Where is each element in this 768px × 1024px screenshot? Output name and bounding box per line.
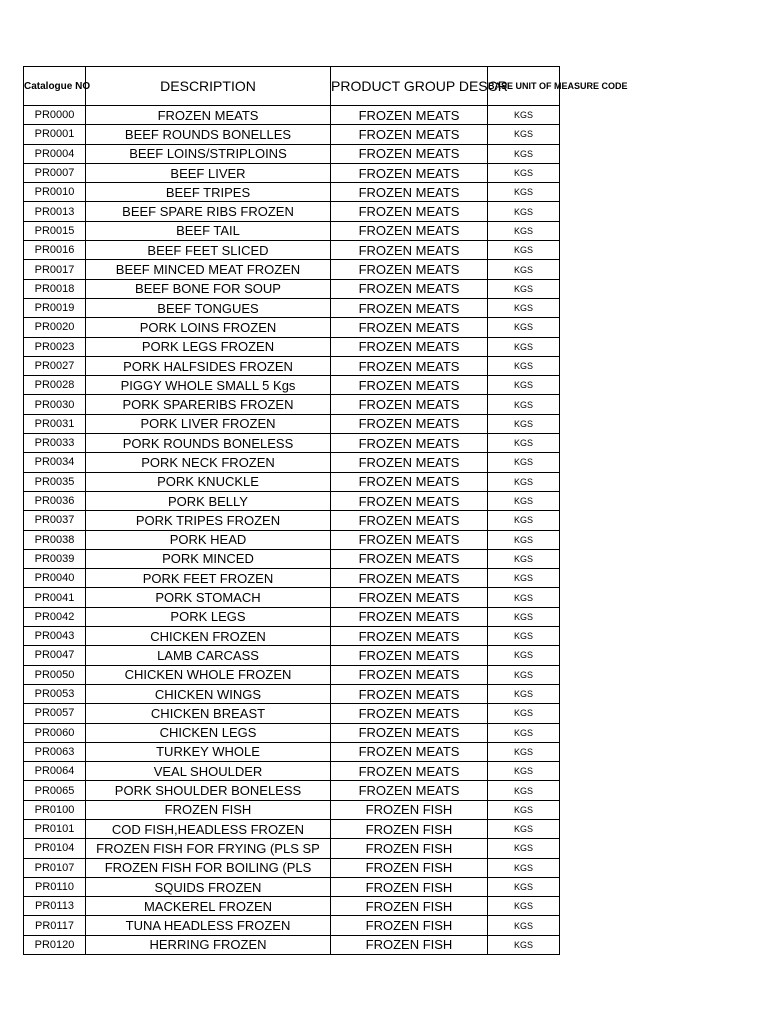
cell-description: CHICKEN LEGS [86, 723, 331, 742]
table-row [24, 877, 560, 896]
cell-description: PORK KNUCKLE [86, 472, 331, 491]
cell-product-group: FROZEN MEATS [331, 337, 488, 356]
cell-base-unit: KGS [488, 549, 560, 568]
table-row [24, 569, 560, 588]
table-row [24, 511, 560, 530]
cell-catalogue-no: PR0034 [24, 453, 86, 472]
cell-base-unit: KGS [488, 318, 560, 337]
table-row [24, 935, 560, 954]
table-row [24, 762, 560, 781]
cell-product-group: FROZEN MEATS [331, 684, 488, 703]
header-base-unit: BASE UNIT OF MEASURE CODE [488, 67, 560, 106]
cell-base-unit: KGS [488, 202, 560, 221]
table-row [24, 241, 560, 260]
cell-catalogue-no: PR0035 [24, 472, 86, 491]
cell-base-unit: KGS [488, 742, 560, 761]
cell-product-group: FROZEN MEATS [331, 723, 488, 742]
cell-description: CHICKEN BREAST [86, 704, 331, 723]
cell-product-group: FROZEN MEATS [331, 279, 488, 298]
cell-base-unit: KGS [488, 491, 560, 510]
cell-description: BEEF SPARE RIBS FROZEN [86, 202, 331, 221]
cell-product-group: FROZEN MEATS [331, 569, 488, 588]
cell-catalogue-no: PR0037 [24, 511, 86, 530]
table-row [24, 414, 560, 433]
cell-base-unit: KGS [488, 935, 560, 954]
cell-product-group: FROZEN MEATS [331, 646, 488, 665]
cell-product-group: FROZEN MEATS [331, 298, 488, 317]
cell-base-unit: KGS [488, 183, 560, 202]
table-row [24, 125, 560, 144]
cell-product-group: FROZEN MEATS [331, 665, 488, 684]
cell-product-group: FROZEN MEATS [331, 106, 488, 125]
cell-description: PORK NECK FROZEN [86, 453, 331, 472]
cell-product-group: FROZEN MEATS [331, 472, 488, 491]
cell-description: COD FISH,HEADLESS FROZEN [86, 819, 331, 838]
cell-catalogue-no: PR0065 [24, 781, 86, 800]
table-row [24, 144, 560, 163]
cell-base-unit: KGS [488, 800, 560, 819]
cell-description: PORK SPARERIBS FROZEN [86, 395, 331, 414]
cell-description: CHICKEN WINGS [86, 684, 331, 703]
cell-product-group: FROZEN MEATS [331, 530, 488, 549]
cell-catalogue-no: PR0120 [24, 935, 86, 954]
cell-product-group: FROZEN MEATS [331, 202, 488, 221]
cell-description: PIGGY WHOLE SMALL 5 Kgs [86, 376, 331, 395]
table-row [24, 298, 560, 317]
cell-description: CHICKEN WHOLE FROZEN [86, 665, 331, 684]
cell-product-group: FROZEN MEATS [331, 221, 488, 240]
cell-description: PORK ROUNDS BONELESS [86, 434, 331, 453]
cell-catalogue-no: PR0047 [24, 646, 86, 665]
cell-product-group: FROZEN MEATS [331, 376, 488, 395]
cell-base-unit: KGS [488, 858, 560, 877]
cell-catalogue-no: PR0050 [24, 665, 86, 684]
cell-product-group: FROZEN FISH [331, 916, 488, 935]
cell-description: PORK LEGS [86, 607, 331, 626]
cell-product-group: FROZEN MEATS [331, 163, 488, 182]
cell-base-unit: KGS [488, 395, 560, 414]
cell-product-group: FROZEN MEATS [331, 627, 488, 646]
header-description: DESCRIPTION [86, 67, 331, 106]
header-product-group: PRODUCT GROUP DESCR [331, 67, 488, 106]
cell-catalogue-no: PR0113 [24, 897, 86, 916]
cell-description: PORK MINCED [86, 549, 331, 568]
cell-description: BEEF FEET SLICED [86, 241, 331, 260]
cell-catalogue-no: PR0028 [24, 376, 86, 395]
cell-product-group: FROZEN MEATS [331, 356, 488, 375]
cell-base-unit: KGS [488, 704, 560, 723]
cell-base-unit: KGS [488, 684, 560, 703]
cell-base-unit: KGS [488, 298, 560, 317]
cell-description: PORK BELLY [86, 491, 331, 510]
header-catalogue-no: Catalogue NO [24, 67, 86, 106]
cell-base-unit: KGS [488, 897, 560, 916]
cell-product-group: FROZEN FISH [331, 839, 488, 858]
cell-product-group: FROZEN MEATS [331, 742, 488, 761]
cell-base-unit: KGS [488, 453, 560, 472]
cell-description: PORK SHOULDER BONELESS [86, 781, 331, 800]
table-row [24, 588, 560, 607]
cell-catalogue-no: PR0053 [24, 684, 86, 703]
cell-base-unit: KGS [488, 530, 560, 549]
cell-product-group: FROZEN FISH [331, 877, 488, 896]
table-row [24, 221, 560, 240]
table-row [24, 800, 560, 819]
table-row [24, 395, 560, 414]
table-row [24, 781, 560, 800]
cell-catalogue-no: PR0041 [24, 588, 86, 607]
cell-catalogue-no: PR0104 [24, 839, 86, 858]
cell-product-group: FROZEN FISH [331, 819, 488, 838]
cell-catalogue-no: PR0110 [24, 877, 86, 896]
cell-catalogue-no: PR0064 [24, 762, 86, 781]
cell-base-unit: KGS [488, 434, 560, 453]
cell-base-unit: KGS [488, 819, 560, 838]
cell-product-group: FROZEN MEATS [331, 241, 488, 260]
table-row [24, 646, 560, 665]
cell-catalogue-no: PR0016 [24, 241, 86, 260]
table-row [24, 704, 560, 723]
table-row [24, 530, 560, 549]
cell-description: PORK HEAD [86, 530, 331, 549]
cell-product-group: FROZEN MEATS [331, 453, 488, 472]
cell-product-group: FROZEN MEATS [331, 588, 488, 607]
table-row [24, 491, 560, 510]
cell-description: BEEF TRIPES [86, 183, 331, 202]
cell-catalogue-no: PR0007 [24, 163, 86, 182]
cell-description: PORK HALFSIDES FROZEN [86, 356, 331, 375]
cell-description: VEAL SHOULDER [86, 762, 331, 781]
cell-catalogue-no: PR0033 [24, 434, 86, 453]
table-row [24, 684, 560, 703]
cell-description: TURKEY WHOLE [86, 742, 331, 761]
cell-description: LAMB CARCASS [86, 646, 331, 665]
header-row [24, 67, 560, 106]
table-row [24, 260, 560, 279]
cell-product-group: FROZEN MEATS [331, 491, 488, 510]
cell-base-unit: KGS [488, 472, 560, 491]
table-row [24, 897, 560, 916]
cell-product-group: FROZEN MEATS [331, 704, 488, 723]
table-row [24, 472, 560, 491]
cell-product-group: FROZEN MEATS [331, 511, 488, 530]
table-row [24, 723, 560, 742]
cell-description: PORK LIVER FROZEN [86, 414, 331, 433]
cell-base-unit: KGS [488, 221, 560, 240]
cell-catalogue-no: PR0117 [24, 916, 86, 935]
table-row [24, 163, 560, 182]
cell-product-group: FROZEN MEATS [331, 395, 488, 414]
cell-catalogue-no: PR0030 [24, 395, 86, 414]
cell-description: BEEF LOINS/STRIPLOINS [86, 144, 331, 163]
catalog-table [23, 66, 628, 955]
cell-base-unit: KGS [488, 665, 560, 684]
cell-base-unit: KGS [488, 376, 560, 395]
cell-description: BEEF LIVER [86, 163, 331, 182]
table-row [24, 549, 560, 568]
cell-product-group: FROZEN MEATS [331, 434, 488, 453]
cell-base-unit: KGS [488, 723, 560, 742]
table-row [24, 434, 560, 453]
table-row [24, 742, 560, 761]
cell-description: BEEF BONE FOR SOUP [86, 279, 331, 298]
cell-catalogue-no: PR0000 [24, 106, 86, 125]
table-row [24, 318, 560, 337]
cell-catalogue-no: PR0010 [24, 183, 86, 202]
cell-base-unit: KGS [488, 279, 560, 298]
cell-base-unit: KGS [488, 607, 560, 626]
cell-base-unit: KGS [488, 781, 560, 800]
cell-base-unit: KGS [488, 569, 560, 588]
cell-base-unit: KGS [488, 646, 560, 665]
cell-product-group: FROZEN FISH [331, 800, 488, 819]
cell-product-group: FROZEN MEATS [331, 144, 488, 163]
cell-catalogue-no: PR0017 [24, 260, 86, 279]
cell-base-unit: KGS [488, 144, 560, 163]
cell-catalogue-no: PR0004 [24, 144, 86, 163]
cell-catalogue-no: PR0040 [24, 569, 86, 588]
cell-description: FROZEN FISH FOR BOILING (PLS [86, 858, 331, 877]
cell-base-unit: KGS [488, 241, 560, 260]
cell-description: MACKEREL FROZEN [86, 897, 331, 916]
cell-catalogue-no: PR0031 [24, 414, 86, 433]
table-body [24, 106, 560, 955]
table-row [24, 607, 560, 626]
cell-catalogue-no: PR0101 [24, 819, 86, 838]
cell-description: FROZEN MEATS [86, 106, 331, 125]
cell-description: BEEF TONGUES [86, 298, 331, 317]
cell-description: HERRING FROZEN [86, 935, 331, 954]
cell-description: BEEF TAIL [86, 221, 331, 240]
table-row [24, 858, 560, 877]
cell-catalogue-no: PR0027 [24, 356, 86, 375]
table-row [24, 453, 560, 472]
cell-base-unit: KGS [488, 511, 560, 530]
cell-catalogue-no: PR0023 [24, 337, 86, 356]
cell-product-group: FROZEN FISH [331, 935, 488, 954]
cell-base-unit: KGS [488, 414, 560, 433]
cell-description: SQUIDS FROZEN [86, 877, 331, 896]
table-row [24, 819, 560, 838]
cell-description: PORK FEET FROZEN [86, 569, 331, 588]
cell-catalogue-no: PR0039 [24, 549, 86, 568]
table-row [24, 279, 560, 298]
cell-base-unit: KGS [488, 356, 560, 375]
table-row [24, 376, 560, 395]
cell-catalogue-no: PR0001 [24, 125, 86, 144]
table-row [24, 356, 560, 375]
table-row [24, 106, 560, 125]
cell-description: PORK TRIPES FROZEN [86, 511, 331, 530]
cell-description: BEEF ROUNDS BONELLES [86, 125, 331, 144]
cell-product-group: FROZEN FISH [331, 897, 488, 916]
cell-base-unit: KGS [488, 762, 560, 781]
cell-product-group: FROZEN MEATS [331, 260, 488, 279]
cell-description: PORK LOINS FROZEN [86, 318, 331, 337]
table-row [24, 202, 560, 221]
cell-base-unit: KGS [488, 839, 560, 858]
cell-catalogue-no: PR0063 [24, 742, 86, 761]
cell-base-unit: KGS [488, 260, 560, 279]
cell-catalogue-no: PR0013 [24, 202, 86, 221]
cell-product-group: FROZEN MEATS [331, 318, 488, 337]
cell-base-unit: KGS [488, 337, 560, 356]
cell-base-unit: KGS [488, 916, 560, 935]
cell-base-unit: KGS [488, 877, 560, 896]
table-row [24, 627, 560, 646]
cell-description: BEEF MINCED MEAT FROZEN [86, 260, 331, 279]
cell-product-group: FROZEN MEATS [331, 549, 488, 568]
cell-description: PORK LEGS FROZEN [86, 337, 331, 356]
cell-product-group: FROZEN MEATS [331, 125, 488, 144]
cell-product-group: FROZEN MEATS [331, 607, 488, 626]
cell-description: PORK STOMACH [86, 588, 331, 607]
cell-catalogue-no: PR0036 [24, 491, 86, 510]
cell-catalogue-no: PR0019 [24, 298, 86, 317]
cell-catalogue-no: PR0107 [24, 858, 86, 877]
cell-product-group: FROZEN FISH [331, 858, 488, 877]
cell-base-unit: KGS [488, 163, 560, 182]
cell-catalogue-no: PR0038 [24, 530, 86, 549]
cell-base-unit: KGS [488, 588, 560, 607]
table-row [24, 839, 560, 858]
cell-product-group: FROZEN MEATS [331, 762, 488, 781]
cell-catalogue-no: PR0015 [24, 221, 86, 240]
cell-base-unit: KGS [488, 627, 560, 646]
cell-catalogue-no: PR0100 [24, 800, 86, 819]
cell-base-unit: KGS [488, 125, 560, 144]
cell-product-group: FROZEN MEATS [331, 781, 488, 800]
table-row [24, 337, 560, 356]
cell-description: FROZEN FISH FOR FRYING (PLS SP [86, 839, 331, 858]
cell-catalogue-no: PR0060 [24, 723, 86, 742]
cell-description: TUNA HEADLESS FROZEN [86, 916, 331, 935]
table-row [24, 665, 560, 684]
table-row [24, 183, 560, 202]
cell-base-unit: KGS [488, 106, 560, 125]
table-row [24, 916, 560, 935]
cell-catalogue-no: PR0020 [24, 318, 86, 337]
cell-catalogue-no: PR0057 [24, 704, 86, 723]
cell-catalogue-no: PR0043 [24, 627, 86, 646]
cell-catalogue-no: PR0018 [24, 279, 86, 298]
cell-product-group: FROZEN MEATS [331, 414, 488, 433]
cell-catalogue-no: PR0042 [24, 607, 86, 626]
cell-product-group: FROZEN MEATS [331, 183, 488, 202]
cell-description: FROZEN FISH [86, 800, 331, 819]
cell-description: CHICKEN FROZEN [86, 627, 331, 646]
